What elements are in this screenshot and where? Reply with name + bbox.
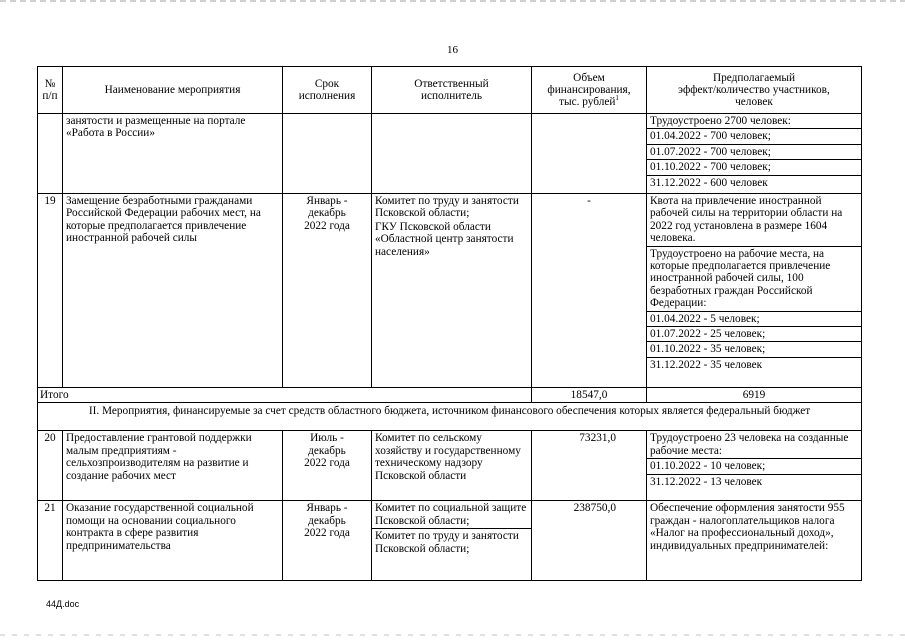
row19-name: Замещение безработными гражданами Российской Федерации рабочих мест, на которые предполагается привлечение иностранной рабочей силы xyxy=(63,194,283,388)
row20-term: Июль - декабрь 2022 года xyxy=(283,431,372,501)
table-row xyxy=(38,431,862,501)
row21-effect: Обеспечение оформления занятости 955 граждан - налогоплательщиков налога «Налог на профессиональный доход», индивидуальных предпринимателей: xyxy=(647,501,862,581)
effect-line: Трудоустроено 23 человека на созданные рабочие места: xyxy=(650,432,849,457)
header-num: № п/п xyxy=(38,67,63,114)
row19-effect xyxy=(647,194,862,388)
row19-num: 19 xyxy=(38,194,63,388)
effect-line: Трудоустроено на рабочие места, на которые предполагается привлечение иностранной рабочей силы, 100 безработных граждан Российской Федерации: xyxy=(647,246,861,310)
header-name: Наименование мероприятия xyxy=(63,67,283,114)
scan-artifact-bottom xyxy=(0,634,905,636)
row21-name: Оказание государственной социальной помощи на основании социального контракта в сфере развития предпринимательства xyxy=(63,501,283,581)
table-row xyxy=(38,501,862,581)
row21-responsible: Комитет по социальной защите Псковской области; Комитет по труду и занятости Псковской области; xyxy=(372,501,532,581)
footnote-mark: 1 xyxy=(615,94,619,103)
row-cont-name: занятости и размещенные на портале «Работа в России» xyxy=(63,114,283,194)
effect-line: 01.04.2022 - 5 человек; xyxy=(647,311,861,325)
table-row xyxy=(38,114,862,194)
row19-volume: - xyxy=(532,194,647,388)
row20-responsible: Комитет по сельскому хозяйству и государственному техническому надзору Псковской области xyxy=(372,431,532,501)
effect-line: 01.10.2022 - 35 человек; xyxy=(647,341,861,355)
total-volume: 18547,0 xyxy=(532,388,647,403)
table-header-row xyxy=(38,67,862,114)
effect-line: Квота на привлечение иностранной рабочей силы на территории области на 2022 год установлена в размере 1604 человека. xyxy=(650,195,843,245)
header-term: Срок исполнения xyxy=(283,67,372,114)
scan-artifact-top xyxy=(0,0,905,2)
effect-line: Трудоустроено 2700 человек: xyxy=(650,115,791,127)
row20-volume: 73231,0 xyxy=(532,431,647,501)
document-filename: 44Д.doc xyxy=(46,599,80,609)
row20-num: 20 xyxy=(38,431,63,501)
row20-effect xyxy=(647,431,862,501)
effect-line: 31.12.2022 - 13 человек xyxy=(647,474,861,488)
section-heading: II. Мероприятия, финансируемые за счет средств областного бюджета, источником финансового обеспечения которых является федеральный бюджет xyxy=(38,403,862,431)
row-cont-num xyxy=(38,114,63,194)
effect-line: 31.12.2022 - 600 человек xyxy=(647,175,861,189)
effect-line: 01.10.2022 - 10 человек; xyxy=(647,458,861,472)
row-cont-volume xyxy=(532,114,647,194)
table-row xyxy=(38,194,862,388)
effect-line: 01.04.2022 - 700 человек; xyxy=(647,128,861,142)
row21-num: 21 xyxy=(38,501,63,581)
row21-volume: 238750,0 xyxy=(532,501,647,581)
header-effect: Предполагаемый эффект/количество участников, человек xyxy=(647,67,862,114)
row-cont-effect xyxy=(647,114,862,194)
page-number: 16 xyxy=(447,44,458,56)
row20-name: Предоставление грантовой поддержки малым предприятиям - сельхозпроизводителям на развитие и создание рабочих мест xyxy=(63,431,283,501)
total-effect: 6919 xyxy=(647,388,862,403)
row-cont-term xyxy=(283,114,372,194)
header-volume: Объем финансирования, тыс. рублей$^1$ xyxy=(532,67,647,114)
total-label: Итого xyxy=(38,388,532,403)
row21-term: Январь - декабрь 2022 года xyxy=(283,501,372,581)
header-responsible: Ответственный исполнитель xyxy=(372,67,532,114)
total-row xyxy=(38,388,862,403)
row19-responsible: Комитет по труду и занятости Псковской области; ГКУ Псковской области «Областной центр занятости населения» xyxy=(372,194,532,388)
row19-term: Январь - декабрь 2022 года xyxy=(283,194,372,388)
effect-line: 01.07.2022 - 25 человек; xyxy=(647,326,861,340)
effect-line: 31.12.2022 - 35 человек xyxy=(647,357,861,371)
measures-table xyxy=(37,66,862,581)
row-cont-responsible xyxy=(372,114,532,194)
effect-line: 01.07.2022 - 700 человек; xyxy=(647,144,861,158)
section-heading-row xyxy=(38,403,862,431)
effect-line: 01.10.2022 - 700 человек; xyxy=(647,159,861,173)
